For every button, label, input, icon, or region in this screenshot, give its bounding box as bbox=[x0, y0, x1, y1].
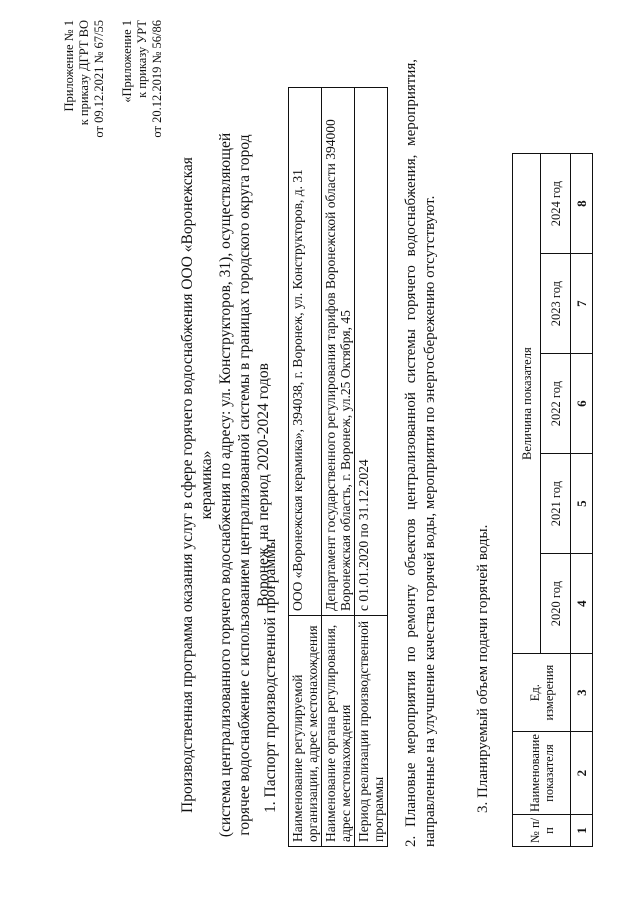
title-line: Воронеж, на период 2020-2024 годов bbox=[255, 363, 272, 607]
document-title bbox=[178, 125, 273, 845]
header-value: Величина показателя bbox=[513, 154, 541, 654]
annex-2-note bbox=[120, 20, 165, 138]
section-2-paragraph: 2. Плановые мероприятия по ремонту объектов централизованной системы горячего водоснабжения, мероприятия, направленные на улучшение качества горячей воды, мероприятия по энергосбережению отсутствуют. bbox=[403, 59, 438, 847]
title-line: Производственная программа оказания услуг в сфере горячего водоснабжения ООО «Воронежская керамика» bbox=[179, 157, 215, 813]
annex-1-line: Приложение № 1 bbox=[62, 20, 76, 112]
column-number: 7 bbox=[571, 254, 593, 354]
header-year: 2022 год bbox=[541, 354, 571, 454]
table-row bbox=[355, 88, 388, 847]
annex-1-line: от 09.12.2021 № 67/55 bbox=[92, 20, 106, 138]
header-year: 2021 год bbox=[541, 454, 571, 554]
section-3-heading: 3. Планируемый объем подачи горячей воды. bbox=[475, 524, 491, 813]
passport-table bbox=[288, 87, 388, 847]
column-number: 8 bbox=[571, 154, 593, 254]
column-number: 5 bbox=[571, 454, 593, 554]
header-year: 2023 год bbox=[541, 254, 571, 354]
passport-value: с 01.01.2020 по 31.12.2024 bbox=[355, 88, 388, 616]
annex-2-line: от 20.12.2019 № 56/86 bbox=[150, 20, 164, 138]
passport-label: Период реализации производственной программы bbox=[355, 616, 388, 847]
header-unit: Ед. измерения bbox=[513, 654, 571, 732]
table-row bbox=[289, 88, 322, 847]
passport-value: Департамент государственного регулирования тарифов Воронежской области 394000 Воронежская область, г. Воронеж, ул.25 Октября, 45 bbox=[322, 88, 355, 616]
header-number: № п/п bbox=[513, 815, 571, 847]
header-year: 2024 год bbox=[541, 154, 571, 254]
annex-1-note bbox=[62, 20, 107, 138]
table-header-row bbox=[513, 154, 541, 847]
column-number: 2 bbox=[571, 732, 593, 815]
passport-label: Наименование органа регулирования, адрес местонахождения bbox=[322, 616, 355, 847]
annex-1-line: к приказу ДГРТ ВО bbox=[77, 20, 91, 126]
title-line: горячее водоснабжение с использованием централизованной системы в границах городского округа город bbox=[236, 134, 253, 836]
section-1-heading: 1. Паспорт производственной программы bbox=[262, 538, 279, 813]
table-row bbox=[571, 154, 593, 847]
column-number: 3 bbox=[571, 654, 593, 732]
column-number: 6 bbox=[571, 354, 593, 454]
volume-table bbox=[512, 153, 593, 847]
column-number: 4 bbox=[571, 554, 593, 654]
passport-value: ООО «Воронежская керамика», 394038, г. Воронеж, ул. Конструкторов, д. 31 bbox=[289, 88, 322, 616]
column-number: 1 bbox=[571, 815, 593, 847]
annex-2-line: «Приложение 1 bbox=[120, 20, 134, 103]
passport-label: Наименование регулируемой организации, адрес местонахождения bbox=[289, 616, 322, 847]
header-year: 2020 год bbox=[541, 554, 571, 654]
annex-2-line: к приказу УРТ bbox=[135, 20, 149, 98]
title-line: (система централизованного горячего водоснабжения по адресу: ул. Конструкторов, 31), осуществляющей bbox=[217, 132, 234, 838]
table-row bbox=[322, 88, 355, 847]
header-name: Наименование показателя bbox=[513, 732, 571, 815]
